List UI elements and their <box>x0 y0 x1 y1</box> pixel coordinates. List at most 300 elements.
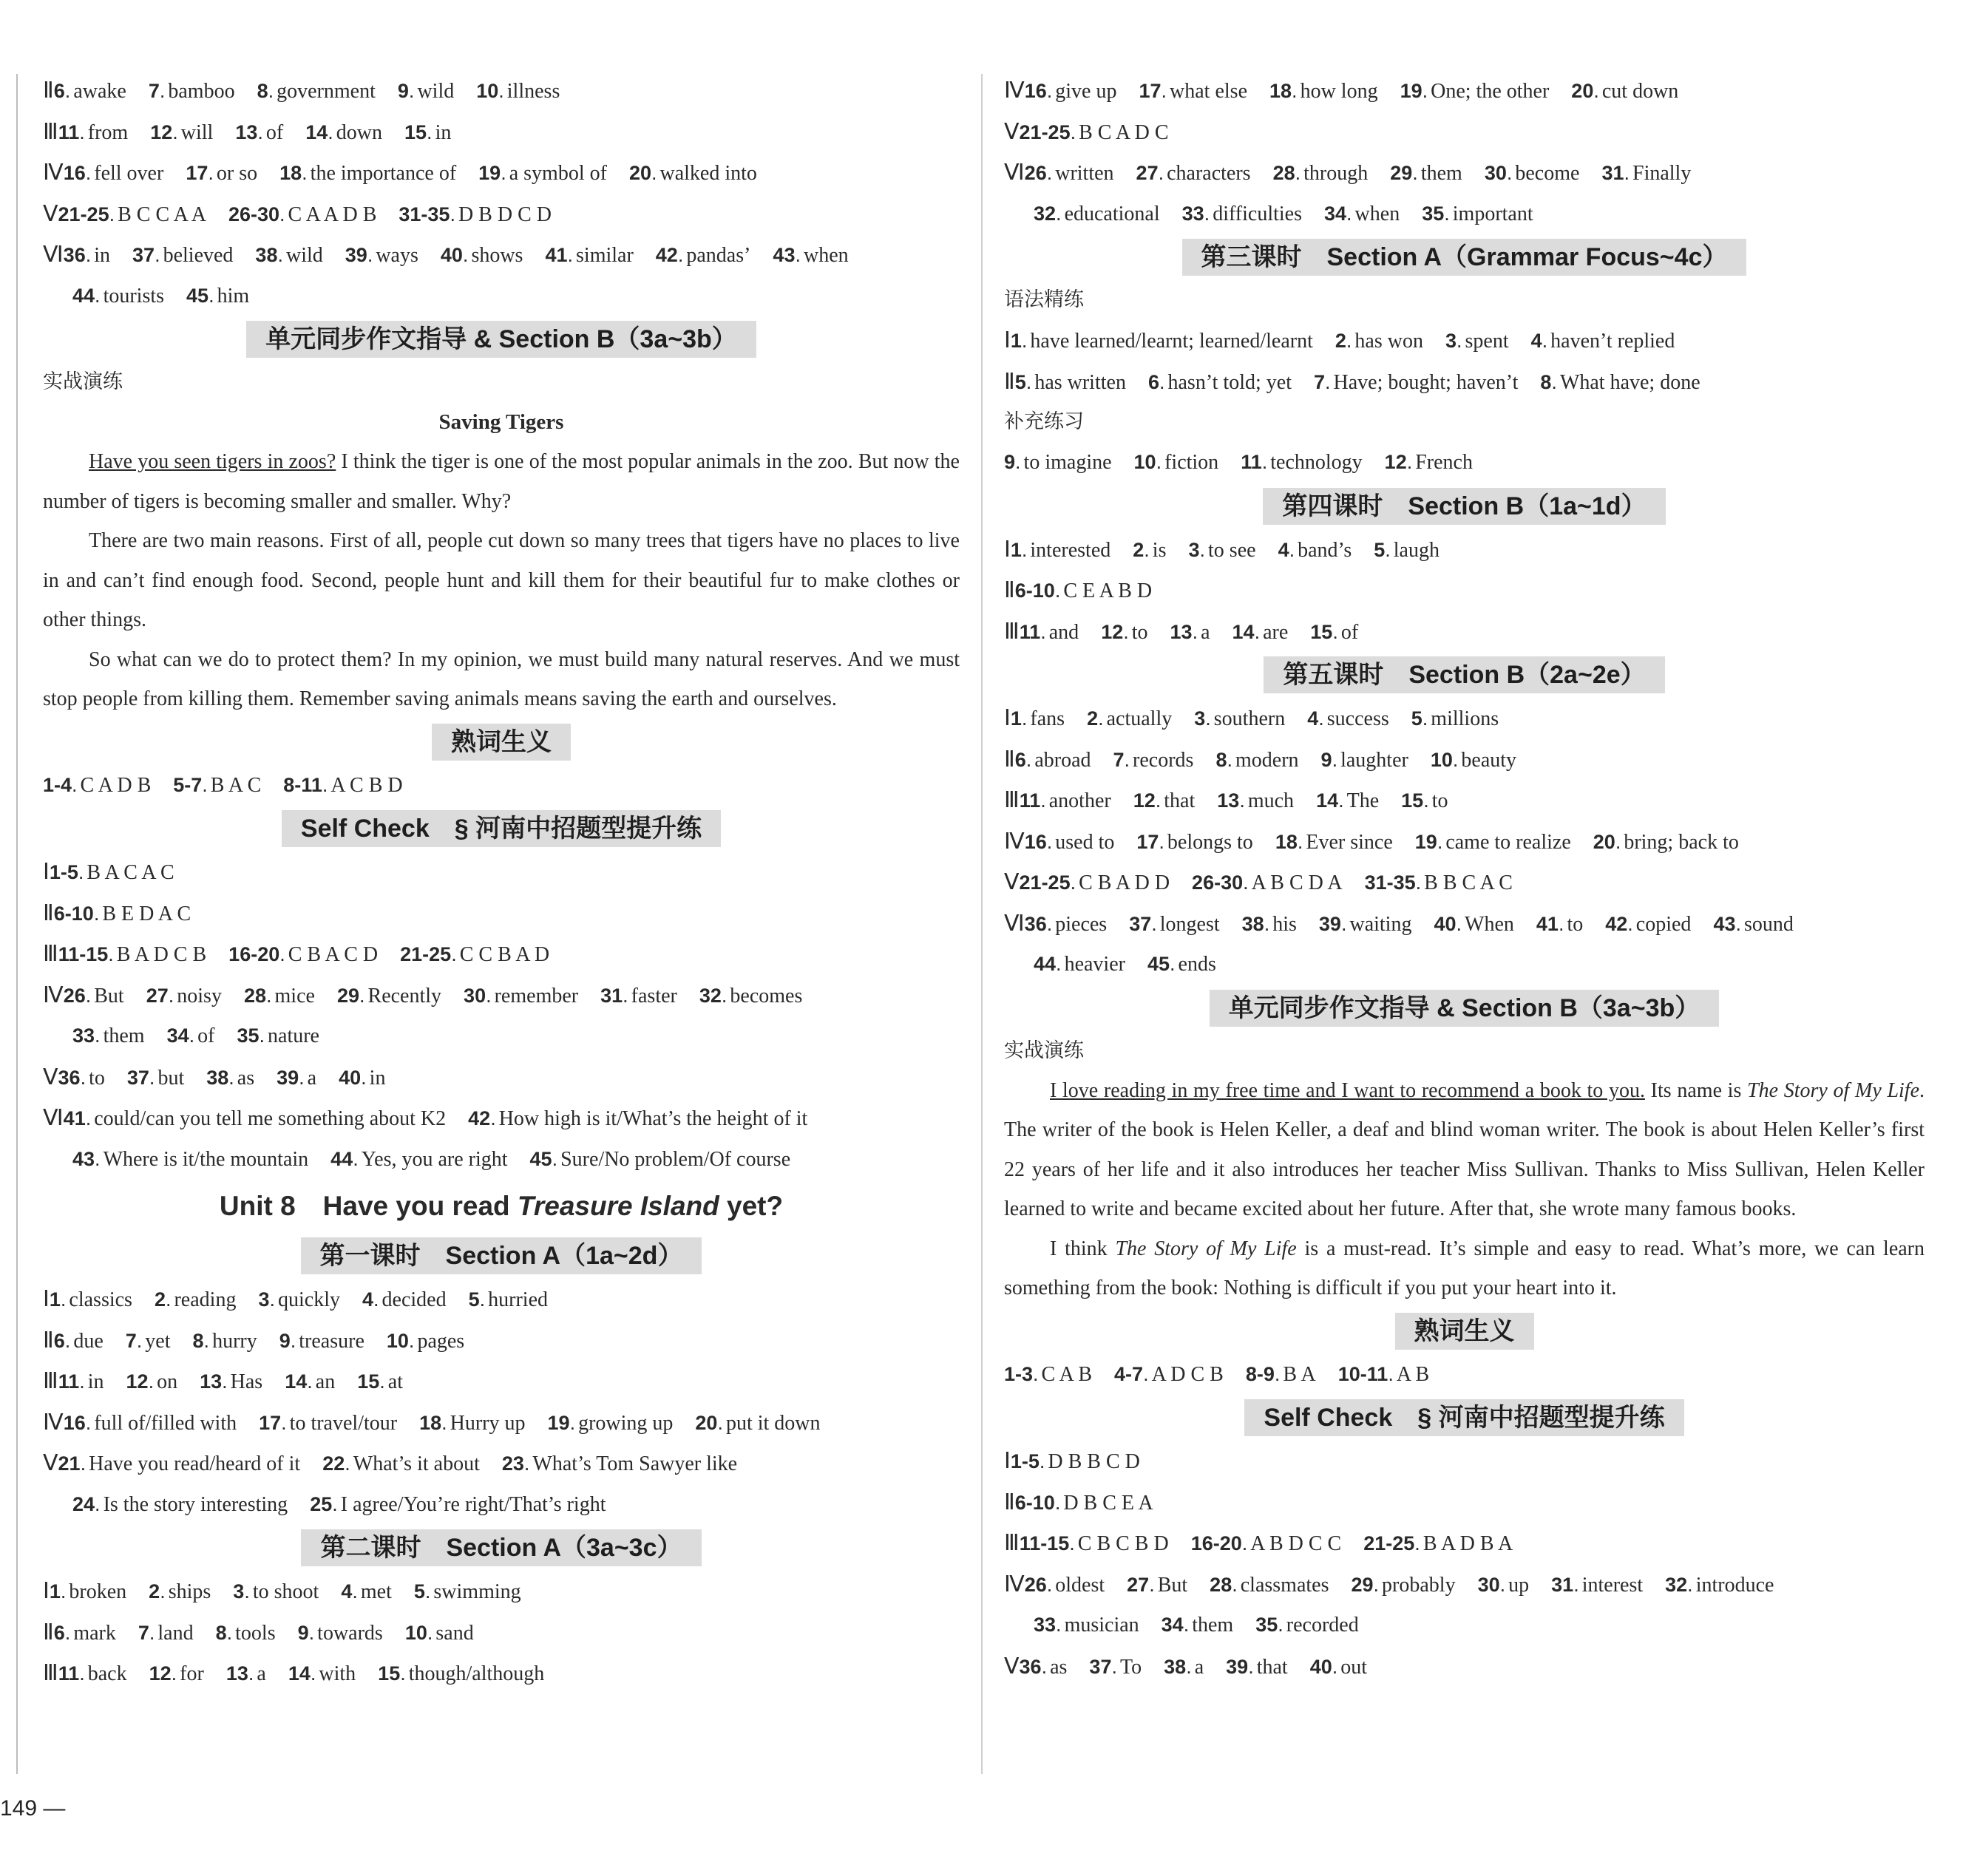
answer-text: a <box>1201 620 1210 644</box>
answer-text: to imagine <box>1023 451 1112 474</box>
question-number: 38 . <box>206 1067 237 1089</box>
part-numeral: Ⅰ <box>43 1287 50 1311</box>
question-number: 27 . <box>1127 1574 1158 1596</box>
question-number: 3 . <box>1445 330 1465 352</box>
answer-text: of <box>265 120 284 144</box>
answer-text: faster <box>631 984 677 1007</box>
answer-item <box>1113 749 1194 772</box>
answer-item <box>1133 539 1166 562</box>
answer-item <box>469 1288 548 1311</box>
question-number: 37 . <box>127 1067 158 1089</box>
answer-line <box>43 975 960 1016</box>
grammar-label: 语法精练 <box>1004 288 1084 311</box>
part-numeral: Ⅱ <box>43 1620 54 1645</box>
question-number: 1-5 . <box>1011 1450 1048 1472</box>
question-number: 8 . <box>1540 371 1560 393</box>
question-number: 20 . <box>629 162 660 184</box>
answer-block <box>1004 1441 1925 1687</box>
answer-text: Have you read/heard of it <box>89 1452 301 1475</box>
section-banner-selfcheck: Self Check § 河南中招题型提升练 <box>282 810 721 847</box>
answer-text: How high is it/What’s the height of it <box>498 1107 808 1130</box>
question-number: 21-25 . <box>1020 121 1079 143</box>
answer-item <box>1025 80 1117 103</box>
answer-line <box>1004 1564 1925 1605</box>
answer-item <box>288 1662 356 1685</box>
question-number: 10 . <box>1134 451 1165 473</box>
question-number: 26 . <box>1025 1574 1056 1596</box>
answer-text: A B C D A <box>1251 871 1343 894</box>
answer-item <box>132 244 233 267</box>
question-number: 10 . <box>405 1622 436 1644</box>
book-title: The Story of My Life <box>1115 1237 1297 1260</box>
answer-line <box>1004 1441 1925 1482</box>
answer-text: similar <box>576 244 634 267</box>
answer-item <box>1015 1492 1153 1515</box>
question-number: 2 . <box>155 1288 174 1311</box>
answer-text: southern <box>1213 707 1286 730</box>
part-numeral: Ⅱ <box>43 900 54 925</box>
question-number: 30 . <box>1485 162 1516 184</box>
answer-item <box>72 1493 288 1516</box>
practice-label: 实战演练 <box>43 370 123 393</box>
question-number: 11 . <box>1020 789 1049 812</box>
answer-text: wild <box>417 80 455 103</box>
question-number: 6 . <box>54 1330 74 1352</box>
answer-text: nature <box>268 1024 319 1047</box>
answer-item <box>404 121 451 144</box>
answer-item <box>54 80 126 103</box>
answer-line <box>1004 442 1925 483</box>
question-number: 10 . <box>387 1330 418 1352</box>
answer-text: Has <box>230 1370 263 1393</box>
answer-item <box>1278 539 1352 562</box>
question-number: 12 . <box>150 121 181 143</box>
answer-text: written <box>1055 162 1114 185</box>
answer-text: pandas’ <box>686 244 751 267</box>
answer-text: his <box>1272 912 1297 936</box>
answer-item <box>322 1452 480 1475</box>
answer-text: Yes, you are right <box>361 1147 508 1171</box>
question-number: 5 . <box>469 1288 489 1311</box>
answer-item <box>1363 1532 1513 1555</box>
answer-text: French <box>1415 451 1473 474</box>
question-number: 17 . <box>1139 80 1170 102</box>
answer-item <box>173 774 261 797</box>
question-number: 25 . <box>310 1493 341 1515</box>
answer-text: Hurry up <box>450 1411 526 1435</box>
answer-item <box>1015 749 1091 772</box>
answer-item <box>54 903 191 925</box>
question-number: 31 . <box>1551 1574 1582 1596</box>
answer-line <box>43 1139 960 1180</box>
answer-text: important <box>1452 202 1533 225</box>
answer-item <box>206 1067 254 1090</box>
answer-item <box>1310 1656 1367 1679</box>
question-number: 29 . <box>337 985 368 1007</box>
question-number: 21-25 . <box>58 203 118 225</box>
page-edge-rule <box>16 74 18 1774</box>
answer-text: to travel/tour <box>289 1411 398 1435</box>
answer-item <box>1011 539 1110 562</box>
answer-line <box>1004 1605 1925 1646</box>
answer-text: them <box>1420 162 1462 185</box>
answer-text: oldest <box>1055 1573 1105 1597</box>
answer-item <box>58 1067 105 1090</box>
question-number: 43 . <box>773 244 804 266</box>
question-number: 9 . <box>298 1622 318 1644</box>
question-number: 6 . <box>1148 371 1168 393</box>
answer-item <box>545 244 633 267</box>
question-number: 31 . <box>600 985 631 1007</box>
answer-line <box>43 276 960 317</box>
answer-item <box>1087 707 1172 730</box>
answer-line <box>1004 570 1925 611</box>
answer-block <box>43 70 960 316</box>
answer-item <box>64 1412 237 1435</box>
question-number: 7 . <box>1314 371 1334 393</box>
answer-item <box>1194 707 1285 730</box>
answer-item <box>1434 913 1513 936</box>
answer-block <box>1004 698 1925 985</box>
answer-text: and <box>1048 620 1079 644</box>
answer-item <box>405 1622 474 1645</box>
answer-line <box>1004 1646 1925 1688</box>
question-number: 11-15 . <box>1020 1532 1078 1554</box>
answer-item <box>337 985 441 1007</box>
question-number: 40 . <box>441 244 472 266</box>
answer-item <box>64 985 124 1007</box>
essay-paragraph: So what can we do to protect them? In my opinion, we must build many natural reserves. And we must stop people from killing them. Remember saving animals means saving the earth and ourselves. <box>43 648 960 710</box>
answer-text: introduce <box>1695 1573 1774 1597</box>
answer-text: Recently <box>367 984 442 1007</box>
answer-item <box>362 1288 447 1311</box>
question-number: 2 . <box>1133 539 1153 561</box>
question-number: 14 . <box>1232 621 1264 643</box>
question-number: 17 . <box>186 162 217 184</box>
question-number: 7 . <box>138 1622 158 1644</box>
question-number: 43 . <box>72 1148 104 1170</box>
answer-text: treasure <box>299 1329 364 1353</box>
answer-text: actually <box>1106 707 1173 730</box>
question-number: 11 . <box>1020 621 1049 643</box>
question-number: 40 . <box>1434 913 1465 935</box>
question-number: 19 . <box>1415 831 1446 853</box>
question-number: 16-20 . <box>1191 1532 1251 1554</box>
answer-line <box>1004 821 1925 863</box>
question-number: 14 . <box>285 1370 316 1393</box>
answer-line <box>1004 320 1925 361</box>
answer-line <box>43 765 960 806</box>
question-number: 15 . <box>404 121 435 143</box>
unit-title: Unit 8 Have you read Treasure Island yet? <box>219 1191 784 1221</box>
answer-item <box>1192 871 1343 894</box>
part-numeral: Ⅵ <box>1004 911 1025 936</box>
answer-item <box>72 1024 145 1047</box>
answer-line <box>1004 1482 1925 1523</box>
question-number: 17 . <box>259 1412 290 1434</box>
question-number: 19 . <box>548 1412 579 1434</box>
answer-item <box>149 1662 204 1685</box>
question-number: 1-5 . <box>50 861 87 883</box>
question-number: 31 . <box>1601 162 1632 184</box>
answer-text: spent <box>1465 330 1509 353</box>
answer-text: with <box>319 1662 356 1685</box>
answer-text: though/although <box>408 1662 545 1685</box>
question-number: 15 . <box>1401 789 1432 812</box>
question-number: 30 . <box>1478 1574 1509 1596</box>
part-numeral: Ⅱ <box>1004 578 1015 602</box>
answer-block <box>1004 320 1925 402</box>
answer-item <box>1351 1574 1455 1597</box>
question-number: 44 . <box>1034 953 1065 975</box>
answer-item <box>1011 330 1313 353</box>
answer-text: waiting <box>1349 912 1412 936</box>
answer-text: has won <box>1354 330 1423 353</box>
answer-text: to see <box>1208 538 1256 562</box>
question-number: 4-7 . <box>1114 1363 1152 1385</box>
answer-line <box>1004 862 1925 903</box>
answer-text: awake <box>73 80 126 103</box>
answer-text: Is the story interesting <box>103 1492 288 1516</box>
answer-block <box>43 1279 960 1525</box>
supplement-label: 补充练习 <box>1004 410 1084 433</box>
answer-item <box>699 985 803 1007</box>
question-number: 33 . <box>1034 1614 1065 1636</box>
answer-text: up <box>1508 1573 1530 1597</box>
answer-item <box>235 121 283 144</box>
question-number: 12 . <box>1385 451 1416 473</box>
question-number: 2 . <box>1335 330 1355 352</box>
part-numeral: Ⅲ <box>1004 788 1020 812</box>
answer-text: full of/filled with <box>94 1411 237 1435</box>
question-number: 13 . <box>1217 789 1248 812</box>
question-number: 20 . <box>1571 80 1602 102</box>
question-number: 37 . <box>1129 913 1160 935</box>
answer-item <box>476 80 560 103</box>
answer-item <box>237 1024 319 1047</box>
part-numeral: Ⅲ <box>43 1369 58 1393</box>
question-number: 11 . <box>58 1370 88 1393</box>
answer-item <box>50 861 174 884</box>
answer-text: could/can you tell me something about K2 <box>94 1107 447 1130</box>
answer-text: B A D B A <box>1422 1532 1513 1555</box>
answer-item <box>150 121 213 144</box>
answer-line <box>1004 529 1925 571</box>
essay-paragraph: There are two main reasons. First of all, people cut down so many trees that tigers have no places to live in and can’t find enough food. Second, people hunt and kill them for their beautiful fur to make clothes or other things. <box>43 529 960 631</box>
answer-text: tourists <box>103 284 165 307</box>
answer-item <box>1034 1614 1139 1637</box>
question-number: 1 . <box>1011 330 1031 352</box>
section-banner-words: 熟词生义 <box>432 724 571 761</box>
question-number: 36 . <box>58 1067 89 1089</box>
answer-text: band’s <box>1298 538 1352 562</box>
answer-line <box>1004 903 1925 945</box>
answer-text: To <box>1119 1655 1142 1679</box>
question-number: 24 . <box>72 1493 104 1515</box>
question-number: 14 . <box>1316 789 1347 812</box>
answer-text: Sure/No problem/Of course <box>560 1147 791 1171</box>
question-number: 42 . <box>468 1107 499 1129</box>
part-numeral: Ⅲ <box>43 119 58 144</box>
question-number: 8 . <box>193 1330 213 1352</box>
answer-item <box>468 1107 807 1130</box>
page-number: 149 — <box>0 1796 66 1821</box>
answer-text: A D C B <box>1151 1362 1224 1386</box>
section-banner-lesson5: 第五课时 Section B（2a~2e） <box>1264 656 1664 693</box>
answer-item <box>330 1148 507 1171</box>
question-number: 16 . <box>1025 831 1056 853</box>
answer-text: give up <box>1055 80 1117 103</box>
answer-item <box>1134 451 1219 474</box>
answer-text: hurried <box>488 1288 549 1311</box>
answer-item <box>1531 330 1675 353</box>
answer-item <box>414 1580 521 1603</box>
question-number: 16 . <box>64 1412 95 1434</box>
answer-line <box>43 1443 960 1484</box>
part-numeral: Ⅳ <box>43 1410 64 1435</box>
book-title: The Story of My Life <box>1747 1078 1920 1102</box>
answer-item <box>1015 371 1126 394</box>
question-number: 38 . <box>1242 913 1273 935</box>
answer-text: copied <box>1635 912 1692 936</box>
answer-text: hasn’t told; yet <box>1167 370 1292 394</box>
question-number: 1 . <box>50 1580 69 1603</box>
answer-item <box>1020 621 1079 644</box>
part-numeral: Ⅰ <box>1004 706 1011 730</box>
answer-item <box>1015 580 1152 602</box>
answer-item <box>58 1662 127 1685</box>
answer-item <box>1601 162 1691 185</box>
answer-line <box>1004 944 1925 985</box>
question-number: 36 . <box>64 244 95 266</box>
answer-text: in <box>435 120 452 144</box>
question-number: 21-25 . <box>400 943 460 965</box>
answer-item <box>502 1452 737 1475</box>
answer-text: when <box>1354 202 1400 225</box>
answer-text: Have; bought; haven’t <box>1333 370 1519 394</box>
answer-item <box>1242 913 1297 936</box>
answer-text: fans <box>1030 707 1065 730</box>
part-numeral: Ⅰ <box>1004 1449 1011 1473</box>
answer-text: belongs to <box>1167 830 1253 854</box>
answer-text: Where is it/the mountain <box>103 1147 309 1171</box>
answer-line <box>1004 194 1925 235</box>
answer-text: have learned/learnt; learned/learnt <box>1030 330 1313 353</box>
answer-text: B C A D C <box>1079 120 1169 144</box>
answer-item <box>72 285 164 307</box>
answer-text: B C C A A <box>118 203 206 226</box>
question-number: 13 . <box>200 1370 231 1393</box>
answer-text: a <box>257 1662 266 1685</box>
answer-text: an <box>315 1370 336 1393</box>
answer-line <box>1004 780 1925 821</box>
answer-text: One; the other <box>1431 80 1550 103</box>
answer-text: is <box>1152 538 1167 562</box>
answer-text: D B D C D <box>458 203 552 226</box>
answer-item <box>478 162 607 185</box>
answer-line <box>43 152 960 194</box>
answer-item <box>1232 621 1289 644</box>
answer-item <box>1020 1532 1169 1555</box>
part-numeral: Ⅴ <box>1004 119 1020 144</box>
question-number: 36 . <box>1025 913 1056 935</box>
question-number: 45 . <box>530 1148 561 1170</box>
question-number: 1-4 . <box>43 774 81 796</box>
answer-item <box>259 1412 397 1435</box>
book-title: Treasure Island <box>517 1191 719 1221</box>
question-number: 39 . <box>345 244 376 266</box>
answer-item <box>1114 1363 1224 1386</box>
answer-text: has written <box>1034 370 1126 394</box>
answer-item <box>1316 789 1379 812</box>
question-number: 6-10 . <box>54 903 103 925</box>
question-number: 39 . <box>1226 1656 1257 1678</box>
question-number: 8 . <box>1215 749 1235 771</box>
question-number: 38 . <box>1164 1656 1195 1678</box>
answer-item <box>126 1330 171 1353</box>
answer-text: millions <box>1431 707 1499 730</box>
answer-item <box>1593 831 1739 854</box>
answer-item <box>398 80 454 103</box>
answer-line <box>1004 739 1925 781</box>
part-numeral: Ⅱ <box>1004 747 1015 772</box>
section-banner-lesson3: 第三课时 Section A（Grammar Focus~4c） <box>1182 239 1747 276</box>
question-number: 11-15 . <box>58 943 117 965</box>
answer-item <box>127 1067 184 1090</box>
answer-text: But <box>94 984 124 1007</box>
answer-item <box>1136 831 1252 854</box>
answer-text: laughter <box>1340 748 1408 772</box>
answer-text: B E D A C <box>102 902 191 925</box>
answer-item <box>1551 1574 1643 1597</box>
answer-text: a <box>1194 1655 1204 1679</box>
answer-text: in <box>94 244 111 267</box>
question-number: 18 . <box>1275 831 1306 853</box>
question-number: 11 . <box>58 1662 88 1685</box>
answer-item <box>1217 789 1294 812</box>
answer-text: met <box>360 1580 392 1603</box>
answer-text: yet <box>145 1329 171 1353</box>
answer-text: probably <box>1382 1573 1456 1597</box>
answer-text: B A C <box>210 773 262 797</box>
answer-text: as <box>1050 1655 1068 1679</box>
answer-item <box>244 985 315 1007</box>
column-divider <box>981 74 983 1774</box>
answer-item <box>1127 1574 1187 1597</box>
answer-item <box>58 943 206 966</box>
answer-text: become <box>1515 162 1580 185</box>
question-number: 19 . <box>478 162 509 184</box>
question-number: 37 . <box>1089 1656 1120 1678</box>
question-number: 28 . <box>244 985 275 1007</box>
part-numeral: Ⅱ <box>1004 369 1015 394</box>
answer-text: to <box>89 1066 105 1090</box>
answer-text: a <box>307 1066 317 1090</box>
question-number: 35 . <box>1422 203 1453 225</box>
question-number: 28 . <box>1273 162 1304 184</box>
answer-item <box>1210 1574 1329 1597</box>
question-number: 29 . <box>1351 1574 1382 1596</box>
question-number: 32 . <box>1034 203 1065 225</box>
answer-text: towards <box>317 1621 383 1645</box>
answer-item <box>1148 371 1292 394</box>
answer-text: But <box>1157 1573 1188 1597</box>
part-numeral: Ⅵ <box>43 242 64 267</box>
answer-item <box>1319 913 1412 936</box>
question-number: 15 . <box>378 1662 409 1685</box>
answer-item <box>378 1662 544 1685</box>
question-number: 10 . <box>1431 749 1462 771</box>
